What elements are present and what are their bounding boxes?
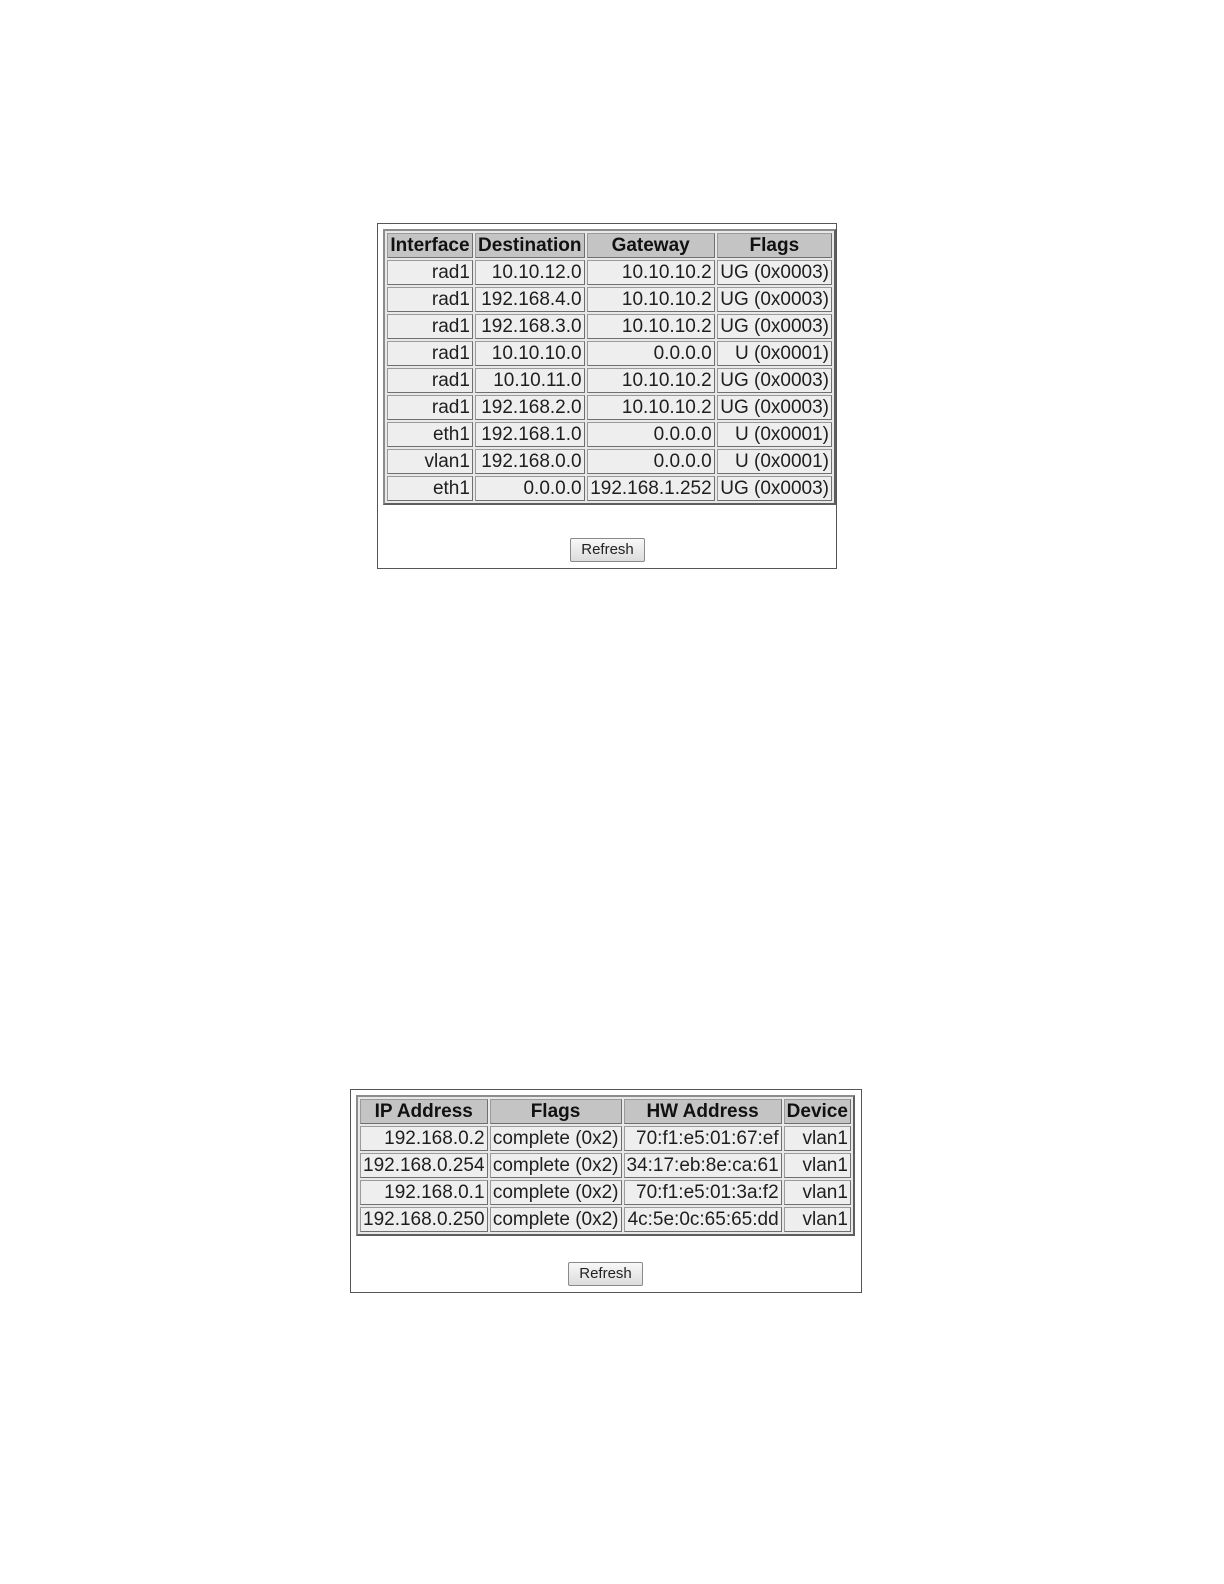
flags-cell: complete (0x2) [490,1126,622,1151]
interface-cell: rad1 [387,260,473,285]
interface-cell: eth1 [387,422,473,447]
hw-address-cell: 70:f1:e5:01:3a:f2 [624,1180,782,1205]
flags-cell: complete (0x2) [490,1207,622,1232]
gateway-cell: 10.10.10.2 [587,395,715,420]
routing-table-refresh-button[interactable]: Refresh [570,538,645,562]
interface-cell: rad1 [387,395,473,420]
table-row [360,1180,851,1205]
flags-cell: complete (0x2) [490,1153,622,1178]
column-header-ip-address: IP Address [360,1099,488,1124]
interface-cell: rad1 [387,341,473,366]
arp-table-refresh-button[interactable]: Refresh [568,1262,643,1286]
column-header-hw-address: HW Address [624,1099,782,1124]
flags-cell: U (0x0001) [717,449,832,474]
destination-cell: 10.10.11.0 [475,368,585,393]
flags-cell: UG (0x0003) [717,287,832,312]
device-cell: vlan1 [784,1180,851,1205]
column-header-device: Device [784,1099,851,1124]
destination-cell: 192.168.0.0 [475,449,585,474]
destination-cell: 192.168.1.0 [475,422,585,447]
interface-cell: vlan1 [387,449,473,474]
gateway-cell: 10.10.10.2 [587,287,715,312]
ip-address-cell: 192.168.0.250 [360,1207,488,1232]
device-cell: vlan1 [784,1153,851,1178]
gateway-cell: 0.0.0.0 [587,341,715,366]
table-row [387,449,832,474]
hw-address-cell: 34:17:eb:8e:ca:61 [624,1153,782,1178]
gateway-cell: 10.10.10.2 [587,368,715,393]
flags-cell: UG (0x0003) [717,314,832,339]
interface-cell: rad1 [387,287,473,312]
column-header-gateway: Gateway [587,233,715,258]
destination-cell: 0.0.0.0 [475,476,585,501]
destination-cell: 192.168.3.0 [475,314,585,339]
flags-cell: UG (0x0003) [717,476,832,501]
flags-cell: UG (0x0003) [717,395,832,420]
gateway-cell: 0.0.0.0 [587,422,715,447]
routing-table-panel [377,223,837,569]
gateway-cell: 10.10.10.2 [587,260,715,285]
column-header-interface: Interface [387,233,473,258]
interface-cell: eth1 [387,476,473,501]
table-row [387,260,832,285]
ip-address-cell: 192.168.0.1 [360,1180,488,1205]
gateway-cell: 10.10.10.2 [587,314,715,339]
table-row [387,287,832,312]
flags-cell: UG (0x0003) [717,260,832,285]
column-header-flags: Flags [490,1099,622,1124]
flags-cell: U (0x0001) [717,422,832,447]
column-header-destination: Destination [475,233,585,258]
arp-table-panel [350,1089,862,1293]
table-row [360,1207,851,1232]
hw-address-cell: 4c:5e:0c:65:65:dd [624,1207,782,1232]
table-row [360,1126,851,1151]
ip-address-cell: 192.168.0.254 [360,1153,488,1178]
table-row [360,1153,851,1178]
interface-cell: rad1 [387,314,473,339]
column-header-flags: Flags [717,233,832,258]
routing-table [383,229,836,505]
arp-table-header-row [360,1099,851,1124]
table-row [387,395,832,420]
device-cell: vlan1 [784,1126,851,1151]
destination-cell: 192.168.2.0 [475,395,585,420]
device-cell: vlan1 [784,1207,851,1232]
ip-address-cell: 192.168.0.2 [360,1126,488,1151]
routing-table-header-row [387,233,832,258]
gateway-cell: 192.168.1.252 [587,476,715,501]
table-row [387,368,832,393]
interface-cell: rad1 [387,368,473,393]
gateway-cell: 0.0.0.0 [587,449,715,474]
arp-table [356,1095,855,1236]
destination-cell: 192.168.4.0 [475,287,585,312]
destination-cell: 10.10.10.0 [475,341,585,366]
flags-cell: U (0x0001) [717,341,832,366]
flags-cell: UG (0x0003) [717,368,832,393]
hw-address-cell: 70:f1:e5:01:67:ef [624,1126,782,1151]
table-row [387,422,832,447]
table-row [387,314,832,339]
destination-cell: 10.10.12.0 [475,260,585,285]
table-row [387,476,832,501]
table-row [387,341,832,366]
flags-cell: complete (0x2) [490,1180,622,1205]
